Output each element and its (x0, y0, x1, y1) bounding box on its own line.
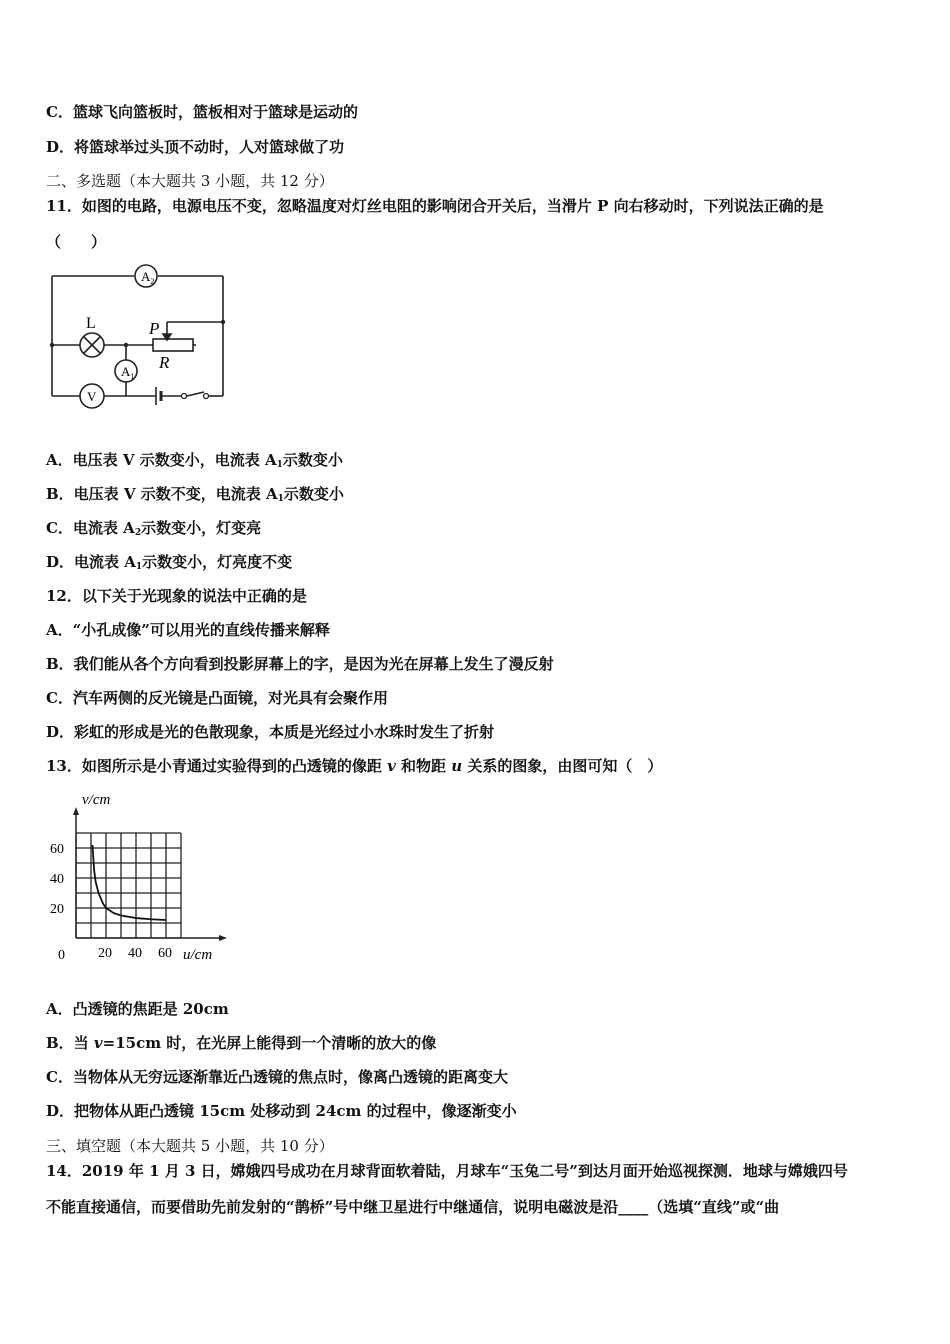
x-tick-label: 40 (128, 946, 142, 961)
section-3-heading: 三、填空题（本大题共 5 小题，共 10 分） (46, 1137, 334, 1155)
slider-label: P (149, 319, 160, 338)
q12-option-a: A．“小孔成像”可以用光的直线传播来解释 (46, 621, 330, 639)
lamp-icon (80, 333, 104, 357)
x-tick-label: 60 (158, 946, 172, 961)
q11-stem: 11．如图的电路，电源电压不变，忽略温度对灯丝电阻的影响闭合开关后，当滑片 P 向右移动时，下列说法正确的是 (46, 197, 824, 215)
ammeter-a2 (135, 265, 157, 287)
y-tick-label: 20 (50, 902, 64, 917)
svg-text:A1: $A_1$ (121, 364, 135, 381)
q13-option-d: D．把物体从距凸透镜 15cm 处移动到 24cm 的过程中，像逐渐变小 (46, 1102, 517, 1120)
q10-option-c: C．篮球飞向篮板时，篮板相对于篮球是运动的 (46, 103, 358, 121)
q12-option-d: D．彩虹的形成是光的色散现象，本质是光经过小水珠时发生了折射 (46, 723, 495, 741)
q13-option-b: B．当 v=15cm 时，在光屏上能得到一个清晰的放大的像 (46, 1034, 437, 1052)
q13-stem: 13．如图所示是小青通过实验得到的凸透镜的像距 v 和物距 u 关系的图象，由图可知（ ） (46, 757, 663, 775)
circuit-diagram (46, 262, 236, 412)
voltmeter (80, 384, 104, 408)
y-axis-arrow (73, 807, 79, 815)
q10-option-d: D．将篮球举过头顶不动时，人对篮球做了功 (46, 138, 345, 156)
rheostat-label: R (159, 353, 170, 372)
svg-text:V: V (87, 389, 97, 404)
q11-paren: （ ） (46, 233, 107, 251)
q13-option-a: A．凸透镜的焦距是 20cm (46, 1000, 229, 1018)
x-axis-arrow (219, 935, 227, 941)
q11-option-d: D．电流表 $A_1$示数变小，灯亮度不变 (46, 553, 293, 572)
q13-option-c: C．当物体从无穷远逐渐靠近凸透镜的焦点时，像离凸透镜的距离变大 (46, 1068, 508, 1086)
section-2-heading: 二、多选题（本大题共 3 小题，共 12 分） (46, 172, 334, 190)
svg-text:A2: $A_2$ (141, 269, 155, 286)
ammeter-a1 (115, 360, 137, 382)
q14-line-1: 14．2019 年 1 月 3 日，嫦娥四号成功在月球背面软着陆，月球车“玉兔二号”到达月面开始巡视探测．地球与嫦娥四号 (46, 1162, 848, 1180)
q12-option-c: C．汽车两侧的反光镜是凸面镜，对光具有会聚作用 (46, 689, 388, 707)
q11-option-c: C．电流表 $A_2$示数变小，灯变亮 (46, 519, 262, 538)
origin-label: 0 (58, 948, 65, 963)
lamp-label: L (86, 315, 96, 332)
q12-stem: 12．以下关于光现象的说法中正确的是 (46, 587, 307, 605)
x-axis-label: u/cm (183, 947, 213, 963)
q11-option-b: B．电压表 V 示数不变，电流表 $A_1$示数变小 (46, 485, 344, 504)
q11-option-a: A．电压表 V 示数变小，电流表 $A_1$示数变小 (46, 451, 343, 470)
lens-chart (46, 788, 246, 970)
x-tick-label: 20 (98, 946, 112, 961)
q12-option-b: B．我们能从各个方向看到投影屏幕上的字，是因为光在屏幕上发生了漫反射 (46, 655, 554, 673)
y-axis-label: v/cm (82, 792, 111, 808)
q14-line-2: 不能直接通信，而要借助先前发射的“鹊桥”号中继卫星进行中继通信，说明电磁波是沿____（选填“直线”或“曲 (46, 1198, 780, 1216)
y-tick-label: 40 (50, 872, 64, 887)
series-line (93, 845, 167, 920)
y-tick-label: 60 (50, 842, 64, 857)
